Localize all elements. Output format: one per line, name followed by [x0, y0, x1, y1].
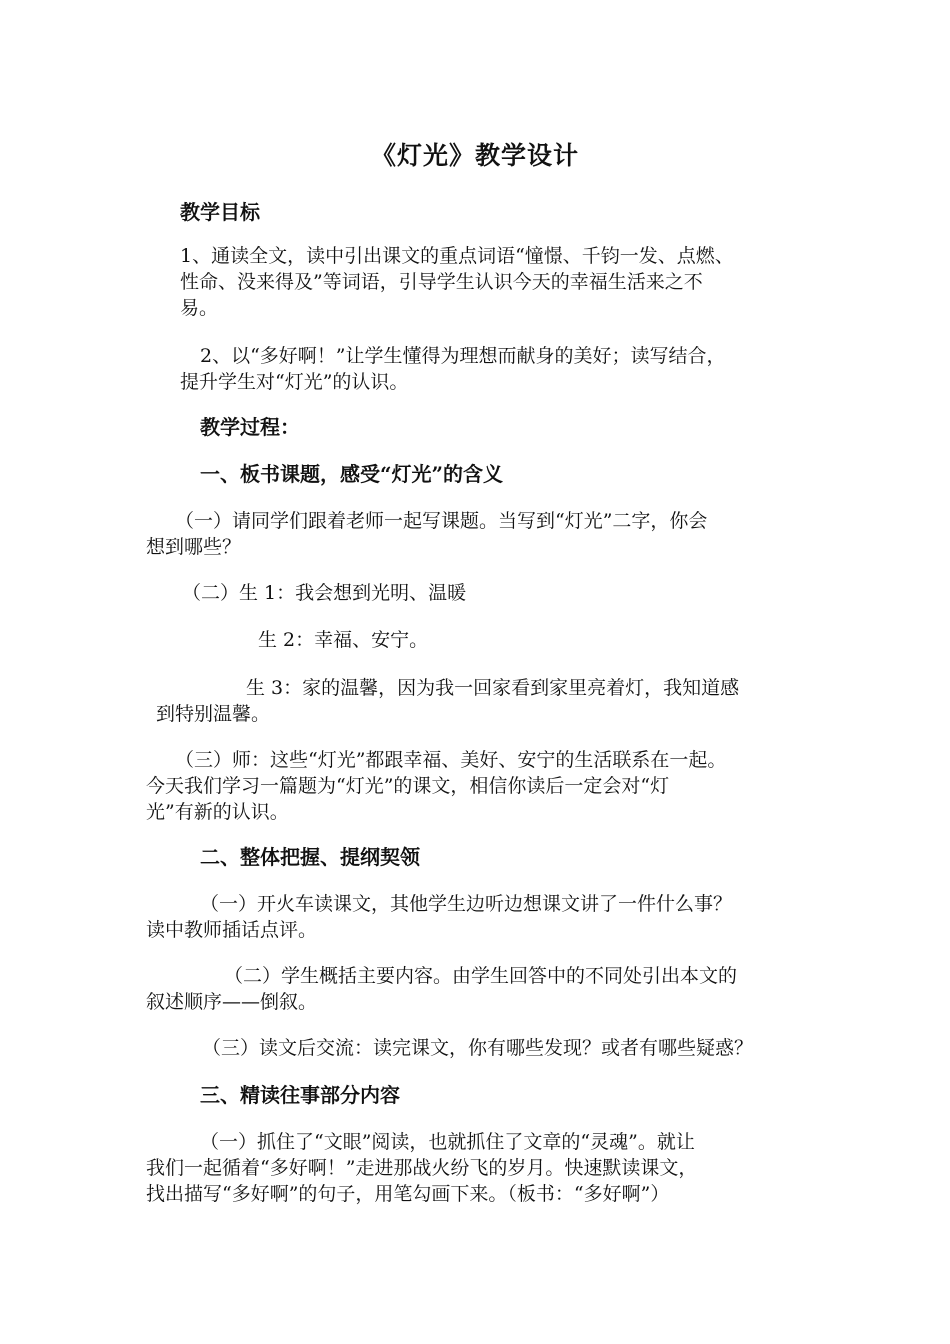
process-heading: 教学过程：: [200, 415, 300, 439]
section1-p4-line-2: 到特别温馨。: [156, 703, 271, 725]
section1-p1-line-1: （一）请同学们跟着老师一起写课题。当写到“灯光”二字，你会: [175, 510, 708, 532]
section2-p1-line-2: 读中教师插话点评。: [146, 919, 318, 941]
section2-p1-line-1: （一）开火车读课文，其他学生边听边想课文讲了一件什么事？: [200, 893, 733, 915]
section2-p3: （三）读文后交流：读完课文，你有哪些发现？或者有哪些疑惑？: [202, 1037, 754, 1059]
section1-p5-line-2: 今天我们学习一篇题为“灯光”的课文，相信你读后一定会对“灯: [146, 775, 670, 797]
section2-p2-line-1: （二）学生概括主要内容。由学生回答中的不同处引出本文的: [224, 965, 738, 987]
document-title: 《灯光》教学设计: [370, 141, 579, 170]
goal2-line-1: 2、以“多好啊！”让学生懂得为理想而献身的美好；读写结合，: [200, 345, 726, 367]
section1-p1-line-2: 想到哪些？: [146, 536, 242, 558]
goals-heading: 教学目标: [180, 200, 260, 224]
goal1-line-2: 性命、没来得及”等词语，引导学生认识今天的幸福生活来之不: [180, 271, 703, 293]
section3-p1-line-3: 找出描写“多好啊”的句子，用笔勾画下来。（板书：“多好啊”）: [146, 1183, 670, 1205]
section1-p2: （二）生 1：我会想到光明、温暖: [182, 582, 467, 604]
section3-p1-line-1: （一）抓住了“文眼”阅读，也就抓住了文章的“灵魂”。就让: [200, 1131, 695, 1153]
section3-heading: 三、精读往事部分内容: [200, 1083, 400, 1107]
goal1-line-3: 易。: [180, 297, 219, 319]
section2-heading: 二、整体把握、提纲契领: [200, 845, 420, 869]
goal2-line-2: 提升学生对“灯光”的认识。: [180, 371, 409, 393]
section1-p5-line-3: 光”有新的认识。: [146, 801, 289, 823]
section1-heading: 一、板书课题，感受“灯光”的含义: [200, 462, 504, 486]
section3-p1-line-2: 我们一起循着“多好啊！”走进那战火纷飞的岁月。快速默读课文，: [146, 1157, 698, 1179]
section1-p4-line-1: 生 3：家的温馨，因为我一回家看到家里亮着灯，我知道感: [246, 677, 740, 699]
section1-p3: 生 2：幸福、安宁。: [258, 629, 429, 651]
section2-p2-line-2: 叙述顺序——倒叙。: [146, 991, 318, 1013]
goal1-line-1: 1、通读全文，读中引出课文的重点词语“憧憬、千钧一发、点燃、: [180, 245, 734, 267]
section1-p5-line-1: （三）师：这些“灯光”都跟幸福、美好、安宁的生活联系在一起。: [175, 749, 727, 771]
